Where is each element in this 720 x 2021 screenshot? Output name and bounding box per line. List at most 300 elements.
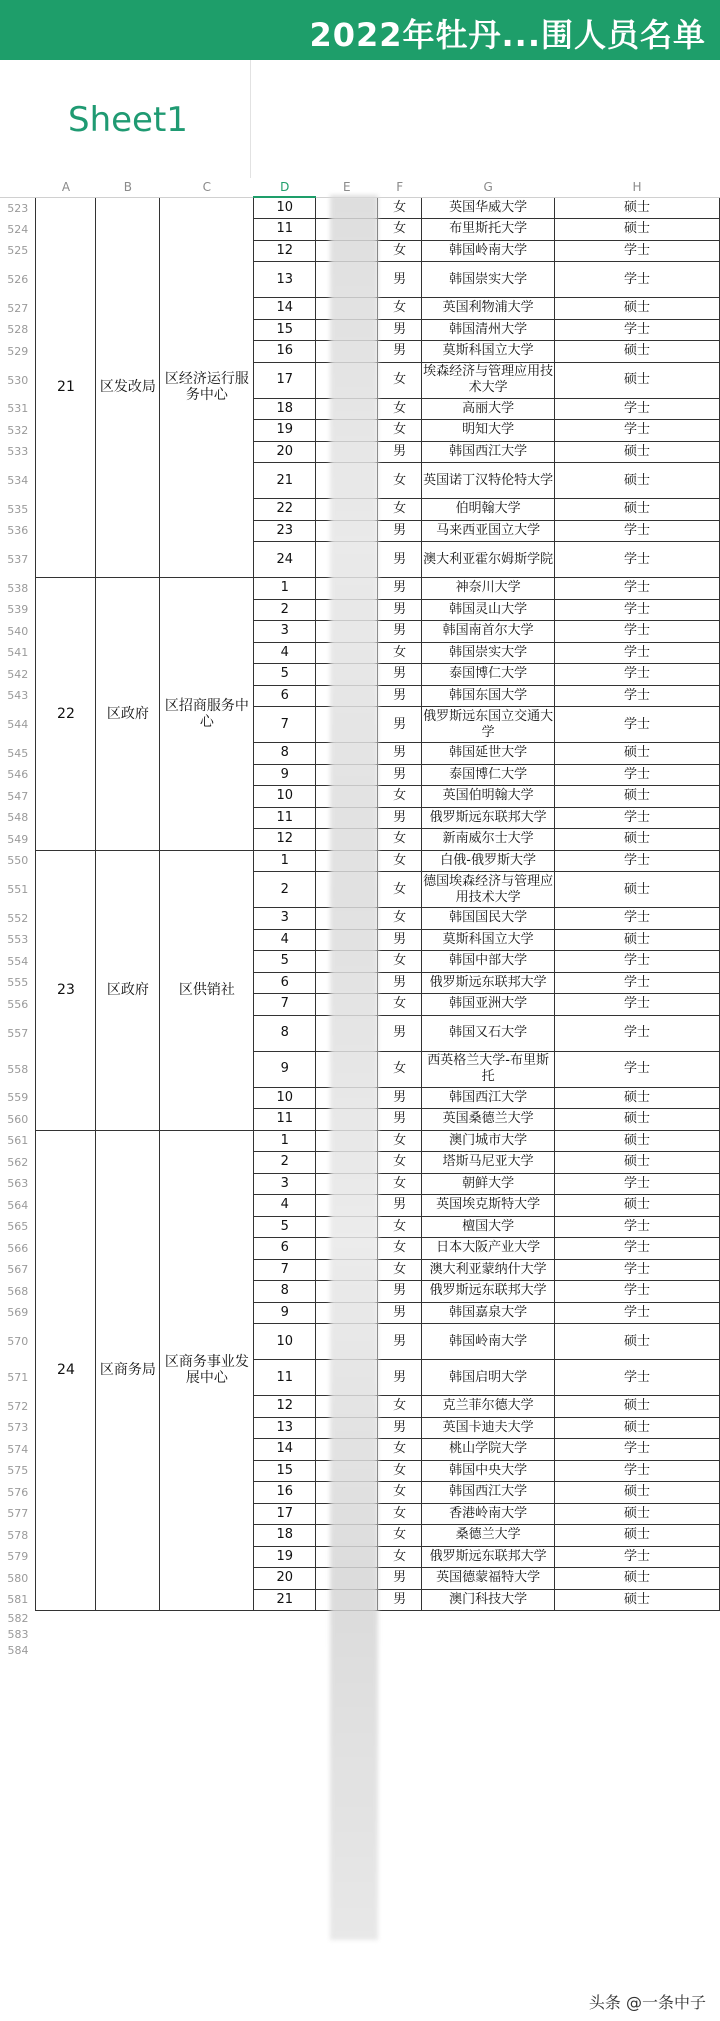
degree-cell[interactable]: 硕士 [555,1130,720,1152]
school-cell[interactable]: 伯明翰大学 [422,499,555,521]
school-cell[interactable]: 俄罗斯远东联邦大学 [422,1546,555,1568]
sequence-cell[interactable]: 7 [254,707,316,743]
row-number[interactable]: 541 [0,642,36,664]
empty-cell[interactable] [422,1627,555,1643]
degree-cell[interactable]: 学士 [555,240,720,262]
sequence-cell[interactable]: 9 [254,1051,316,1087]
school-cell[interactable]: 澳门城市大学 [422,1130,555,1152]
gender-cell[interactable]: 男 [378,1195,422,1217]
empty-cell[interactable] [254,1611,316,1627]
sequence-cell[interactable]: 7 [254,1259,316,1281]
gender-cell[interactable]: 男 [378,441,422,463]
row-number[interactable]: 530 [0,362,36,398]
sequence-cell[interactable]: 12 [254,1396,316,1418]
degree-cell[interactable]: 学士 [555,850,720,872]
gender-cell[interactable]: 男 [378,1281,422,1303]
degree-cell[interactable]: 学士 [555,578,720,600]
sequence-cell[interactable]: 16 [254,341,316,363]
degree-cell[interactable]: 学士 [555,972,720,994]
degree-cell[interactable]: 硕士 [555,463,720,499]
school-cell[interactable]: 英国卡迪夫大学 [422,1417,555,1439]
column-header-g[interactable]: G [422,178,555,197]
school-cell[interactable]: 俄罗斯远东联邦大学 [422,807,555,829]
sequence-cell[interactable]: 18 [254,1525,316,1547]
row-number[interactable]: 526 [0,262,36,298]
row-number[interactable]: 581 [0,1589,36,1611]
empty-cell[interactable] [378,1643,422,1659]
gender-cell[interactable]: 男 [378,520,422,542]
school-cell[interactable]: 韩国又石大学 [422,1015,555,1051]
row-number[interactable]: 568 [0,1281,36,1303]
row-number[interactable]: 571 [0,1360,36,1396]
degree-cell[interactable]: 学士 [555,1546,720,1568]
column-header-e[interactable]: E [316,178,378,197]
gender-cell[interactable]: 女 [378,872,422,908]
school-cell[interactable]: 澳大利亚霍尔姆斯学院 [422,542,555,578]
sequence-cell[interactable]: 2 [254,599,316,621]
school-cell[interactable]: 韩国岭南大学 [422,1324,555,1360]
sheet-name[interactable]: Sheet1 [68,100,188,140]
group-number-cell[interactable]: 21 [36,197,96,578]
row-number[interactable]: 555 [0,972,36,994]
row-number[interactable]: 531 [0,398,36,420]
school-cell[interactable]: 韩国西江大学 [422,1482,555,1504]
school-cell[interactable]: 塔斯马尼亚大学 [422,1152,555,1174]
row-number[interactable]: 575 [0,1460,36,1482]
unit-cell[interactable]: 区经济运行服务中心 [160,197,254,578]
school-cell[interactable]: 韩国清州大学 [422,319,555,341]
row-number[interactable]: 523 [0,197,36,219]
school-cell[interactable]: 泰国博仁大学 [422,764,555,786]
gender-cell[interactable]: 女 [378,362,422,398]
degree-cell[interactable]: 硕士 [555,197,720,219]
empty-cell[interactable] [96,1611,160,1627]
school-cell[interactable]: 韩国国民大学 [422,908,555,930]
sequence-cell[interactable]: 8 [254,1015,316,1051]
degree-cell[interactable]: 学士 [555,1460,720,1482]
gender-cell[interactable]: 女 [378,240,422,262]
row-number[interactable]: 546 [0,764,36,786]
degree-cell[interactable]: 学士 [555,1259,720,1281]
sequence-cell[interactable]: 7 [254,994,316,1016]
gender-cell[interactable]: 女 [378,1051,422,1087]
row-number[interactable]: 548 [0,807,36,829]
school-cell[interactable]: 布里斯托大学 [422,219,555,241]
sequence-cell[interactable]: 11 [254,1109,316,1131]
gender-cell[interactable]: 男 [378,807,422,829]
row-number[interactable]: 564 [0,1195,36,1217]
department-cell[interactable]: 区商务局 [96,1130,160,1611]
sequence-cell[interactable]: 10 [254,1324,316,1360]
degree-cell[interactable]: 硕士 [555,829,720,851]
sequence-cell[interactable]: 6 [254,685,316,707]
gender-cell[interactable]: 女 [378,829,422,851]
row-number[interactable]: 554 [0,951,36,973]
row-number[interactable]: 573 [0,1417,36,1439]
degree-cell[interactable]: 硕士 [555,786,720,808]
sequence-cell[interactable]: 13 [254,262,316,298]
gender-cell[interactable]: 男 [378,764,422,786]
sequence-cell[interactable]: 20 [254,1568,316,1590]
row-number[interactable]: 584 [0,1643,36,1659]
gender-cell[interactable]: 男 [378,972,422,994]
sequence-cell[interactable]: 18 [254,398,316,420]
degree-cell[interactable]: 硕士 [555,1195,720,1217]
gender-cell[interactable]: 女 [378,298,422,320]
sequence-cell[interactable]: 15 [254,319,316,341]
empty-cell[interactable] [378,1627,422,1643]
row-number[interactable]: 553 [0,929,36,951]
row-number[interactable]: 572 [0,1396,36,1418]
row-number[interactable]: 562 [0,1152,36,1174]
row-number[interactable]: 524 [0,219,36,241]
gender-cell[interactable]: 男 [378,1324,422,1360]
row-number[interactable]: 536 [0,520,36,542]
gender-cell[interactable]: 女 [378,1460,422,1482]
department-cell[interactable]: 区政府 [96,578,160,851]
degree-cell[interactable]: 学士 [555,1216,720,1238]
row-number[interactable]: 559 [0,1087,36,1109]
department-cell[interactable]: 区政府 [96,850,160,1130]
school-cell[interactable]: 香港岭南大学 [422,1503,555,1525]
group-number-cell[interactable]: 23 [36,850,96,1130]
unit-cell[interactable]: 区供销社 [160,850,254,1130]
row-number[interactable]: 579 [0,1546,36,1568]
row-number[interactable]: 583 [0,1627,36,1643]
degree-cell[interactable]: 学士 [555,1439,720,1461]
degree-cell[interactable]: 学士 [555,319,720,341]
degree-cell[interactable]: 学士 [555,621,720,643]
sequence-cell[interactable]: 14 [254,298,316,320]
degree-cell[interactable]: 学士 [555,951,720,973]
gender-cell[interactable]: 男 [378,319,422,341]
school-cell[interactable]: 桃山学院大学 [422,1439,555,1461]
school-cell[interactable]: 泰国博仁大学 [422,664,555,686]
school-cell[interactable]: 马来西亚国立大学 [422,520,555,542]
row-number[interactable]: 525 [0,240,36,262]
sequence-cell[interactable]: 8 [254,1281,316,1303]
gender-cell[interactable]: 男 [378,542,422,578]
school-cell[interactable]: 英国诺丁汉特伦特大学 [422,463,555,499]
empty-cell[interactable] [422,1643,555,1659]
gender-cell[interactable]: 女 [378,420,422,442]
gender-cell[interactable]: 女 [378,850,422,872]
row-number[interactable]: 539 [0,599,36,621]
empty-cell[interactable] [555,1643,720,1659]
degree-cell[interactable]: 硕士 [555,1087,720,1109]
row-number[interactable]: 527 [0,298,36,320]
sequence-cell[interactable]: 16 [254,1482,316,1504]
sequence-cell[interactable]: 11 [254,219,316,241]
row-number[interactable]: 535 [0,499,36,521]
degree-cell[interactable]: 学士 [555,642,720,664]
empty-cell[interactable] [555,1611,720,1627]
row-number[interactable]: 538 [0,578,36,600]
degree-cell[interactable]: 硕士 [555,362,720,398]
unit-cell[interactable]: 区商务事业发展中心 [160,1130,254,1611]
sequence-cell[interactable]: 3 [254,908,316,930]
school-cell[interactable]: 英国桑德兰大学 [422,1109,555,1131]
row-number[interactable]: 529 [0,341,36,363]
degree-cell[interactable]: 学士 [555,420,720,442]
degree-cell[interactable]: 硕士 [555,1525,720,1547]
school-cell[interactable]: 韩国启明大学 [422,1360,555,1396]
school-cell[interactable]: 英国埃克斯特大学 [422,1195,555,1217]
school-cell[interactable]: 白俄-俄罗斯大学 [422,850,555,872]
gender-cell[interactable]: 男 [378,1109,422,1131]
row-number[interactable]: 570 [0,1324,36,1360]
row-number[interactable]: 533 [0,441,36,463]
sequence-cell[interactable]: 21 [254,1589,316,1611]
school-cell[interactable]: 英国德蒙福特大学 [422,1568,555,1590]
school-cell[interactable]: 英国伯明翰大学 [422,786,555,808]
degree-cell[interactable]: 硕士 [555,298,720,320]
empty-cell[interactable] [422,1611,555,1627]
degree-cell[interactable]: 学士 [555,664,720,686]
degree-cell[interactable]: 硕士 [555,1568,720,1590]
sequence-cell[interactable]: 9 [254,764,316,786]
sequence-cell[interactable]: 15 [254,1460,316,1482]
degree-cell[interactable]: 学士 [555,1051,720,1087]
degree-cell[interactable]: 硕士 [555,441,720,463]
degree-cell[interactable]: 硕士 [555,872,720,908]
row-number[interactable]: 532 [0,420,36,442]
sequence-cell[interactable]: 6 [254,972,316,994]
sequence-cell[interactable]: 24 [254,542,316,578]
row-number[interactable]: 558 [0,1051,36,1087]
row-number[interactable]: 542 [0,664,36,686]
school-cell[interactable]: 桑德兰大学 [422,1525,555,1547]
sequence-cell[interactable]: 11 [254,807,316,829]
school-cell[interactable]: 西英格兰大学-布里斯托 [422,1051,555,1087]
row-number[interactable]: 543 [0,685,36,707]
row-number[interactable]: 576 [0,1482,36,1504]
row-number[interactable]: 528 [0,319,36,341]
school-cell[interactable]: 韩国崇实大学 [422,642,555,664]
school-cell[interactable]: 莫斯科国立大学 [422,929,555,951]
column-header-d[interactable]: D [254,178,316,197]
sequence-cell[interactable]: 4 [254,929,316,951]
gender-cell[interactable]: 女 [378,1439,422,1461]
degree-cell[interactable]: 学士 [555,542,720,578]
degree-cell[interactable]: 硕士 [555,929,720,951]
sequence-cell[interactable]: 21 [254,463,316,499]
school-cell[interactable]: 高丽大学 [422,398,555,420]
gender-cell[interactable]: 男 [378,707,422,743]
gender-cell[interactable]: 女 [378,197,422,219]
school-cell[interactable]: 英国华威大学 [422,197,555,219]
gender-cell[interactable]: 女 [378,1482,422,1504]
school-cell[interactable]: 新南威尔士大学 [422,829,555,851]
empty-cell[interactable] [36,1611,96,1627]
school-cell[interactable]: 韩国岭南大学 [422,240,555,262]
empty-cell[interactable] [254,1643,316,1659]
degree-cell[interactable]: 硕士 [555,743,720,765]
column-header-a[interactable]: A [36,178,96,197]
degree-cell[interactable]: 硕士 [555,1482,720,1504]
school-cell[interactable]: 韩国东国大学 [422,685,555,707]
gender-cell[interactable]: 女 [378,219,422,241]
school-cell[interactable]: 韩国延世大学 [422,743,555,765]
row-number[interactable]: 545 [0,743,36,765]
column-header-f[interactable]: F [378,178,422,197]
school-cell[interactable]: 韩国中央大学 [422,1460,555,1482]
degree-cell[interactable]: 学士 [555,262,720,298]
degree-cell[interactable]: 学士 [555,1360,720,1396]
sequence-cell[interactable]: 17 [254,362,316,398]
degree-cell[interactable]: 学士 [555,398,720,420]
gender-cell[interactable]: 男 [378,341,422,363]
row-number[interactable]: 582 [0,1611,36,1627]
sequence-cell[interactable]: 5 [254,664,316,686]
school-cell[interactable]: 韩国嘉泉大学 [422,1302,555,1324]
gender-cell[interactable]: 女 [378,786,422,808]
sequence-cell[interactable]: 12 [254,829,316,851]
school-cell[interactable]: 英国利物浦大学 [422,298,555,320]
degree-cell[interactable]: 硕士 [555,1152,720,1174]
school-cell[interactable]: 朝鲜大学 [422,1173,555,1195]
empty-cell[interactable] [36,1643,96,1659]
gender-cell[interactable]: 女 [378,1503,422,1525]
school-cell[interactable]: 檀国大学 [422,1216,555,1238]
sequence-cell[interactable]: 4 [254,642,316,664]
school-cell[interactable]: 韩国崇实大学 [422,262,555,298]
gender-cell[interactable]: 女 [378,1525,422,1547]
school-cell[interactable]: 澳大利亚蒙纳什大学 [422,1259,555,1281]
row-number[interactable]: 544 [0,707,36,743]
unit-cell[interactable]: 区招商服务中心 [160,578,254,851]
school-cell[interactable]: 俄罗斯远东国立交通大学 [422,707,555,743]
gender-cell[interactable]: 男 [378,1302,422,1324]
school-cell[interactable]: 韩国西江大学 [422,441,555,463]
school-cell[interactable]: 德国埃森经济与管理应用技术大学 [422,872,555,908]
gender-cell[interactable]: 女 [378,1173,422,1195]
school-cell[interactable]: 克兰菲尔德大学 [422,1396,555,1418]
school-cell[interactable]: 日本大阪产业大学 [422,1238,555,1260]
sequence-cell[interactable]: 8 [254,743,316,765]
sequence-cell[interactable]: 3 [254,621,316,643]
sequence-cell[interactable]: 10 [254,786,316,808]
gender-cell[interactable]: 女 [378,463,422,499]
column-header-c[interactable]: C [160,178,254,197]
degree-cell[interactable]: 硕士 [555,499,720,521]
empty-cell[interactable] [254,1627,316,1643]
department-cell[interactable]: 区发改局 [96,197,160,578]
sequence-cell[interactable]: 13 [254,1417,316,1439]
group-number-cell[interactable]: 24 [36,1130,96,1611]
degree-cell[interactable]: 学士 [555,520,720,542]
sequence-cell[interactable]: 4 [254,1195,316,1217]
degree-cell[interactable]: 学士 [555,1302,720,1324]
degree-cell[interactable]: 硕士 [555,219,720,241]
gender-cell[interactable]: 女 [378,1396,422,1418]
row-number[interactable]: 557 [0,1015,36,1051]
school-cell[interactable]: 埃森经济与管理应用技术大学 [422,362,555,398]
row-number[interactable]: 566 [0,1238,36,1260]
sequence-cell[interactable]: 1 [254,578,316,600]
empty-cell[interactable] [96,1643,160,1659]
sequence-cell[interactable]: 10 [254,197,316,219]
gender-cell[interactable]: 女 [378,1216,422,1238]
gender-cell[interactable]: 女 [378,499,422,521]
degree-cell[interactable]: 学士 [555,599,720,621]
school-cell[interactable]: 神奈川大学 [422,578,555,600]
degree-cell[interactable]: 硕士 [555,1396,720,1418]
gender-cell[interactable]: 女 [378,1130,422,1152]
row-number[interactable]: 549 [0,829,36,851]
school-cell[interactable]: 莫斯科国立大学 [422,341,555,363]
row-number[interactable]: 577 [0,1503,36,1525]
gender-cell[interactable]: 女 [378,908,422,930]
row-number[interactable]: 580 [0,1568,36,1590]
gender-cell[interactable]: 男 [378,685,422,707]
row-number[interactable]: 552 [0,908,36,930]
degree-cell[interactable]: 硕士 [555,1589,720,1611]
degree-cell[interactable]: 硕士 [555,1417,720,1439]
sequence-cell[interactable]: 5 [254,1216,316,1238]
gender-cell[interactable]: 男 [378,1360,422,1396]
gender-cell[interactable]: 男 [378,262,422,298]
degree-cell[interactable]: 学士 [555,1173,720,1195]
gender-cell[interactable]: 女 [378,1152,422,1174]
gender-cell[interactable]: 男 [378,664,422,686]
sequence-cell[interactable]: 2 [254,872,316,908]
school-cell[interactable]: 俄罗斯远东联邦大学 [422,1281,555,1303]
gender-cell[interactable]: 女 [378,994,422,1016]
empty-cell[interactable] [36,1627,96,1643]
school-cell[interactable]: 韩国灵山大学 [422,599,555,621]
sequence-cell[interactable]: 1 [254,850,316,872]
school-cell[interactable]: 韩国中部大学 [422,951,555,973]
gender-cell[interactable]: 女 [378,1546,422,1568]
row-number[interactable]: 550 [0,850,36,872]
gender-cell[interactable]: 女 [378,1259,422,1281]
row-number[interactable]: 563 [0,1173,36,1195]
row-number[interactable]: 551 [0,872,36,908]
sequence-cell[interactable]: 9 [254,1302,316,1324]
gender-cell[interactable]: 女 [378,642,422,664]
empty-cell[interactable] [160,1627,254,1643]
empty-cell[interactable] [160,1643,254,1659]
row-number[interactable]: 565 [0,1216,36,1238]
row-number[interactable]: 547 [0,786,36,808]
gender-cell[interactable]: 男 [378,929,422,951]
gender-cell[interactable]: 女 [378,1238,422,1260]
gender-cell[interactable]: 男 [378,578,422,600]
gender-cell[interactable]: 男 [378,743,422,765]
school-cell[interactable]: 韩国亚洲大学 [422,994,555,1016]
sequence-cell[interactable]: 2 [254,1152,316,1174]
gender-cell[interactable]: 男 [378,1568,422,1590]
gender-cell[interactable]: 男 [378,1589,422,1611]
row-number[interactable]: 578 [0,1525,36,1547]
sequence-cell[interactable]: 23 [254,520,316,542]
degree-cell[interactable]: 学士 [555,764,720,786]
column-header-h[interactable]: H [555,178,720,197]
school-cell[interactable]: 韩国南首尔大学 [422,621,555,643]
sequence-cell[interactable]: 11 [254,1360,316,1396]
gender-cell[interactable]: 男 [378,1417,422,1439]
sequence-cell[interactable]: 17 [254,1503,316,1525]
gender-cell[interactable]: 男 [378,621,422,643]
degree-cell[interactable]: 学士 [555,685,720,707]
degree-cell[interactable]: 学士 [555,1238,720,1260]
school-cell[interactable]: 韩国西江大学 [422,1087,555,1109]
empty-cell[interactable] [160,1611,254,1627]
corner-cell[interactable] [0,178,36,197]
degree-cell[interactable]: 硕士 [555,1109,720,1131]
row-number[interactable]: 567 [0,1259,36,1281]
